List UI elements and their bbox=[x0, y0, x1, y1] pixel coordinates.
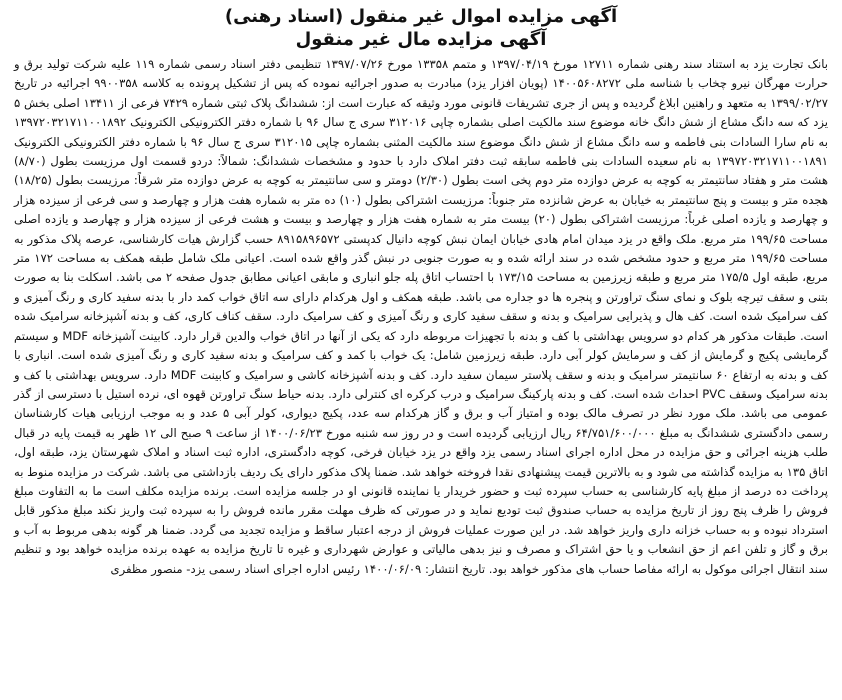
notice-title: آگهی مزایده اموال غیر منقول (اسناد رهنی) bbox=[224, 6, 618, 27]
notice-body: بانک تجارت یزد به استناد سند رهنی شماره ۱۲۷۱۱ مورخ ۱۳۹۷/۰۴/۱۹ و متمم ۱۳۳۵۸ مورخ ۱۳۹۷/۰۷/۲۶ تنظیمی دفتر اسناد رسمی شماره ۱۱۹ علیه شرکت تولید برق و حرارت مهرگان نیرو چخاب با شناسه ملی ۱۴۰۰۵۶۰۸۲۷۲ (پویان افزار یزد) مبادرت به صدور اجرائیه نموده که پس از تشکیل پرونده به کلاسه ۹۹۰۰۳۵۸ اجرائیه در تاریخ ۱۳۹۹/۰۲/۲۷ به متعهد و راهنین ابلاغ گردیده و پس از جری تشریفات قانونی مورد وثیقه که عبارت است از: ششدانگ پلاک ثبتی شماره ۷۴۲۹ فرعی از ۱۳۴۱۱ اصلی بخش ۵ یزد که سه دانگ مشاع از شش دانگ خانه موضوع سند مالکیت اصلی بشماره چاپی ۳۱۲۰۱۶ سری ج سال ۹۶ با شماره دفتر الکترونیکی الکترونیک ۱۳۹۷۲۰۳۲۱۷۱۱۰۰۱۸۹۲ به نام سارا السادات بنی فاطمه و سه دانگ مشاع از شش دانگ موضوع سند مالکیت المثنی بشماره چاپی ۳۱۲۰۱۵ سری ج سال ۹۶ با شماره دفتر الکترونیکی الکترونیک ۱۳۹۷۲۰۳۲۱۷۱۱۰۰۱۸۹۱ به نام سعیده السادات بنی فاطمه سابقه ثبت دفتر املاک دارد با حدود و مشخصات ششدانگ: شمالاً: دردو قسمت اول مرزیست بطول (۸/۷۰) هشت متر و هفتاد سانتیمتر به کوچه به عرض دوازده متر دوم پخی است بطول (۲/۳۰) دومتر و سی سانتیمتر به کوچه به عرض دوازده متر شرقاً: مرزیست بطول (۱۸/۲۵) هجده متر و بیست و پنج سانتیمتر به خیابان به عرض شانزده متر جنوباً: مرزیست اشتراکی بطول (۱۰) ده متر به شماره هفت هزار و چهارصد و سی فرعی از سیزده هزار و چهارصد و یازده اصلی غرباً: مرزیست اشتراکی بطول (۲۰) بیست متر به شماره هفت هزار و چهارصد و بیست و هشت فرعی از سیزده هزار و چهارصد و یازده اصلی مساحت ۱۹۹/۶۵ متر مربع. ملک واقع در یزد میدان امام هادی خیابان ایمان نبش کوچه دانیال کدپستی ۸۹۱۵۸۹۶۵۷۲ حسب گزارش هیات کارشناسی، عرصه پلاک مذکور به مساحت ۱۹۹/۶۵ متر مربع و حدود مشخص شده در سند ارائه شده و به صورت جنوبی در نبش گذر واقع شده است. اعیانی ملک شامل طبقه همکف به مساحت ۱۷۲ متر مربع، طبقه اول ۱۷۵/۵ متر مربع و طبقه زیرزمین به مساحت ۱۷۳/۱۵ با احتساب اتاق پله جلو انباری و مابقی اعیانی مطابق جدول صفحه ۲ می باشد. اسکلت بنا به صورت بتنی و سقف تیرچه بلوک و نمای سنگ تراورتن و پنجره ها دو جداره می باشد. طبقه همکف و اول هرکدام دارای سه اتاق خواب کمد دار با بدنه سفید کاری و رنگ آمیزی و کف سرامیک شده است. کف هال و پذیرایی سرامیک و بدنه و سقف سفید کاری و رنگ آمیزی و کف سرامیک دارد. سقف کناف کاری، کف و بدنه آشپزخانه سرامیک شده است. طبقات مذکور هر کدام دو سرویس بهداشتی با کف و بدنه با تجهیزات مربوطه دارد که یکی از آنها در اتاق خواب والدین قرار دارد. کابینت آشپزخانه MDF و سیستم گرمایشی پکیج و گرمایش از کف و سرمایش کولر آبی دارد. طبقه زیرزمین شامل: یک خواب با کمد و کف سرامیک و بدنه سفید کاری و رنگ آمیزی شده است. انباری با کف و بدنه به ارتفاع ۶۰ سانتیمتر سرامیک و بدنه و سقف پلاستر سیمان سفید دارد. کف و بدنه آشپزخانه کاشی و سرامیک و کابینت MDF دارد. سرویس بهداشتی با کف و بدنه سرامیک وسقف PVC احداث شده است. کف و بدنه پارکینگ سرامیک و درب کرکره ای کنترلی دارد. بدنه حیاط سنگ تراورتن قهوه ای، نرده استیل با دسترسی از گذر عمومی می باشد. ملک مورد نظر در تصرف مالک بوده و امتیاز آب و برق و گاز هرکدام سه عدد، پکیج دیواری، کولر آبی ۵ عدد و به موجب ارزیابی هیات کارشناسان رسمی دادگستری ششدانگ به مبلغ ۶۴/۷۵۱/۶۰۰/۰۰۰ ریال ارزیابی گردیده است و در روز سه شنبه مورخ ۱۴۰۰/۰۶/۲۳ از ساعت ۹ صبح الی ۱۲ ظهر به قیمت پایه در قبال طلب هزینه اجرائی و حق مزایده در محل اداره اجرای اسناد رسمی یزد واقع در یزد خیابان فرخی، کوچه دادگستری، اداره ثبت اسناد و املاک شهرستان یزد، طبقه اول، اتاق ۱۳۵ به مزایده گذاشته می شود و به بالاترین قیمت پیشنهادی نقدا فروخته خواهد شد. ضمنا پلاک مذکور دارای یک ردیف بازداشتی می باشد. شرکت در مزایده منوط به پرداخت ده درصد از مبلغ پایه کارشناسی به حساب سپرده ثبت و حضور خریدار یا نماینده قانونی او در جلسه مزایده است. برنده مزایده مکلف است ما به التفاوت مبلغ فروش را ظرف پنج روز از تاریخ مزایده به حساب صندوق ثبت تودیع نماید و در صورتی که ظرف مهلت مقرر مانده فروش را به سپرده ثبت واریز نکند مبلغ مذکور قابل استرداد نبوده و به حساب خزانه داری واریز خواهد شد. در این صورت عملیات فروش از درجه اعتبار ساقط و مزایده تجدید می گردد. ضمنا هر گونه بدهی مربوط به آب و برق و گاز و تلفن اعم از حق انشعاب و یا حق اشتراک و مصرف و نیز بدهی مالیاتی و عوارض شهرداری و غیره تا تاریخ مزایده به عهده برنده مزایده خواهد بود و تنظیم سند انتقال اجرائی موکول به ارائه مفاصا حساب های مذکور خواهد بود. تاریخ انتشار: ۱۴۰۰/۰۶/۰۹ رئیس اداره اجرای اسناد رسمی یزد- منصور مظفری bbox=[14, 57, 829, 576]
notice-subtitle: آگهی مزایده مال غیر منقول bbox=[295, 28, 547, 50]
